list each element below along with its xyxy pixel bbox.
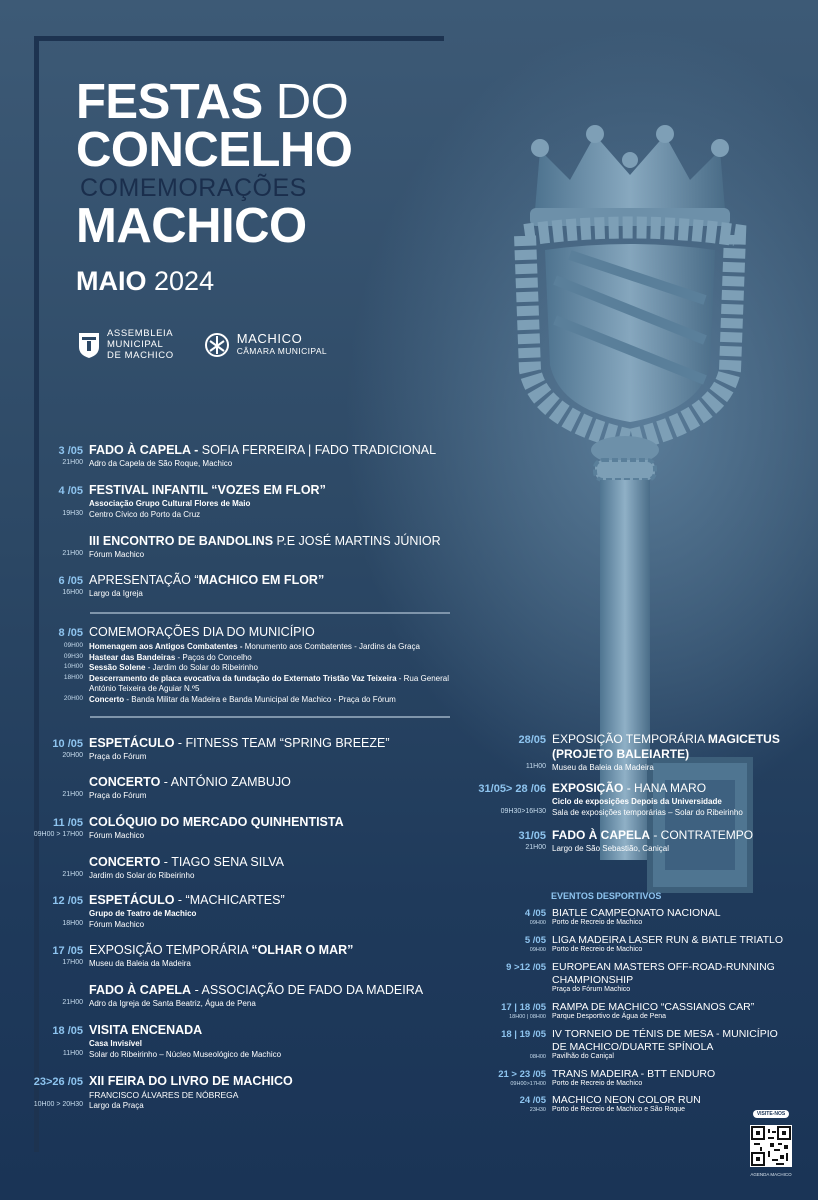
event-title [552, 828, 753, 842]
sport-title: LIGA MADEIRA LASER RUN & BIATLE TRIATLO [552, 934, 784, 946]
program-line [89, 663, 258, 672]
sport-title: TRANS MADEIRA - BTT ENDURO [552, 1068, 716, 1080]
sport-venue: Porto de Recreio de Machico [552, 919, 643, 926]
event-date: 23>26 /05 [33, 1076, 83, 1088]
event-title-bold-2: MACHICO EM FLOR” [198, 573, 325, 587]
event-title [89, 534, 441, 548]
sport-venue: Porto de Recreio de Machico [552, 1080, 643, 1087]
program-line [89, 695, 396, 704]
event-venue: Museu da Baleia da Madeira [552, 763, 654, 772]
assembleia-logo [78, 328, 174, 361]
event-title [89, 893, 285, 907]
event-title-bold-2: “OLHAR O MAR” [251, 943, 354, 957]
sport-time: 09H00 [529, 947, 546, 953]
event-venue: Largo da Igreja [89, 589, 143, 598]
event-time: 20H00 [62, 752, 83, 759]
event-date: 31/05 [518, 830, 546, 842]
qr-code[interactable] [750, 1125, 792, 1167]
sport-date: 5 /05 [524, 935, 546, 946]
title-line-1 [76, 75, 352, 129]
assembleia-l3: DE MACHICO [107, 350, 174, 361]
event-time: 18H00 [63, 673, 83, 681]
sport-date: 18 | 19 /05 [501, 1029, 546, 1040]
assembleia-l1: ASSEMBLEIA [107, 328, 174, 339]
event-time: 09H00 [63, 642, 83, 649]
event-title-bold: FADO À CAPELA - [89, 443, 199, 457]
program-line [89, 674, 449, 683]
event-venue: Sala de exposições temporárias – Solar do Ribeirinho [552, 808, 743, 817]
event-title-regular: SOFIA FERREIRA | FADO TRADICIONAL [198, 443, 437, 457]
sport-date: 21 > 23 /05 [498, 1069, 546, 1080]
title-festas: FESTAS [76, 75, 263, 129]
sport-title: RAMPA DE MACHICO “CASSIANOS CAR” [552, 1001, 755, 1013]
qr-label: VISITE-NOS [753, 1110, 789, 1118]
event-title-regular: - CONTRATEMPO [650, 828, 754, 842]
sport-time: 08H00 [529, 1054, 546, 1060]
sport-venue: Porto de Recreio de Machico [552, 946, 643, 953]
event-venue: Adro da Capela de São Roque, Machico [89, 459, 233, 468]
event-venue: Largo da Praça [89, 1101, 144, 1110]
event-time: 10H00 > 20H30 [33, 1101, 83, 1108]
event-time: 20H00 [63, 694, 83, 702]
event-date: 17 /05 [52, 945, 83, 957]
event-venue: Centro Cívico do Porto da Cruz [89, 510, 201, 519]
event-subtitle: Ciclo de exposições Depois da Universidade [552, 797, 722, 806]
event-venue: Largo de São Sebastião, Caniçal [552, 844, 669, 853]
event-date: 8 /05 [58, 627, 83, 639]
event-time: 17H00 [62, 959, 83, 966]
poster-header [76, 75, 353, 297]
event-subtitle: FRANCISCO ÁLVARES DE NÓBREGA [89, 1090, 239, 1100]
assembleia-text [107, 328, 174, 361]
sport-time: 09H00 [529, 920, 546, 926]
event-venue: Jardim do Solar do Ribeirinho [89, 871, 195, 880]
event-title-regular: - ASSOCIAÇÃO DE FADO DA MADEIRA [191, 983, 424, 997]
event-date: 12 /05 [52, 895, 83, 907]
program-item: Concerto [89, 694, 125, 704]
event-title [89, 855, 284, 869]
camara-l2: CÂMARA MUNICIPAL [236, 345, 328, 356]
event-date: 28/05 [518, 734, 546, 746]
sport-title: MACHICO NEON COLOR RUN [552, 1094, 701, 1106]
event-time: 18H00 [62, 920, 83, 927]
event-title [89, 736, 390, 750]
event-title [89, 1074, 293, 1088]
event-venue: Fórum Machico [89, 550, 145, 559]
event-time: 09H30>16H30 [500, 808, 546, 815]
title-do: DO [275, 75, 349, 129]
event-time: 21H00 [62, 550, 83, 557]
sport-date: 24 /05 [519, 1095, 546, 1106]
program-item: Sessão Solene [89, 663, 146, 672]
event-title-bold: FESTIVAL INFANTIL “VOZES EM FLOR” [89, 483, 326, 497]
event-title [89, 983, 423, 997]
sport-title: EUROPEAN MASTERS OFF-ROAD-RUNNING [552, 961, 775, 973]
program-venue: Monumento aos Combatentes - Jardins da Graça [242, 642, 420, 651]
event-title-bold: VISITA ENCENADA [89, 1023, 203, 1037]
event-title-regular: - “MACHICARTES” [174, 893, 285, 907]
qr-caption: AGENDA MACHICO [750, 1172, 792, 1177]
event-title-bold: XII FEIRA DO LIVRO DE MACHICO [89, 1074, 293, 1088]
event-date: 18 /05 [52, 1025, 83, 1037]
event-title-bold: III ENCONTRO DE BANDOLINS [89, 534, 274, 548]
event-time: 21H00 [62, 871, 83, 878]
sport-date: 17 | 18 /05 [501, 1002, 546, 1013]
sport-title: IV TORNEIO DE TÉNIS DE MESA - MUNICÍPIO [552, 1028, 778, 1040]
sport-venue: Pavilhão do Caniçal [552, 1053, 614, 1060]
event-title-bold: ESPETÁCULO [89, 736, 175, 750]
date-line [76, 266, 352, 297]
frame-top [34, 36, 444, 41]
event-title [89, 443, 436, 457]
program-item: Descerramento de placa evocativa da fundação do Externato Tristão Vaz Teixeira [89, 673, 397, 683]
event-title-regular: APRESENTAÇÃO “ [89, 573, 199, 587]
event-venue: Museu da Baleia da Madeira [89, 959, 191, 968]
event-venue: Solar do Ribeirinho – Núcleo Museológico de Machico [89, 1050, 282, 1059]
event-venue: Fórum Machico [89, 920, 145, 929]
event-time: 09H00 > 17H00 [33, 831, 83, 838]
event-date: 6 /05 [58, 575, 83, 587]
event-date: 10 /05 [52, 738, 83, 750]
sport-title-line2: DE MACHICO/DUARTE SPÍNOLA [552, 1041, 714, 1053]
camara-logo [204, 331, 327, 359]
event-title-bold: FADO À CAPELA [89, 983, 192, 997]
event-title [89, 815, 344, 829]
program-line [89, 642, 420, 651]
event-title-regular: - HANA MARO [623, 781, 707, 795]
event-venue: Praça do Fórum [89, 791, 147, 800]
program-venue: - Banda Militar da Madeira e Banda Municipal de Machico - Praça do Fórum [124, 694, 396, 704]
crest-icon [78, 331, 100, 359]
event-date: 11 /05 [53, 817, 83, 829]
program-venue: - Rua General [396, 673, 449, 683]
event-time: 11H00 [525, 763, 546, 770]
sport-venue: Porto de Recreio de Machico e São Roque [552, 1106, 686, 1113]
event-subtitle: Casa Invisível [89, 1039, 142, 1048]
event-title-regular: - FITNESS TEAM “SPRING BREEZE” [174, 736, 390, 750]
event-title-bold: COLÓQUIO DO MERCADO QUINHENTISTA [89, 815, 344, 829]
event-time: 21H00 [62, 791, 83, 798]
sport-time: 18H00 | 08H00 [509, 1014, 546, 1020]
sports-title: EVENTOS DESPORTIVOS [551, 891, 662, 901]
month: MAIO [76, 266, 147, 296]
event-date: 4 /05 [58, 485, 83, 497]
event-title [89, 1023, 202, 1037]
sport-time: 09H00>17H00 [510, 1081, 546, 1087]
program-venue: António Teixeira de Aguiar N.º5 [89, 684, 200, 693]
camara-text [237, 332, 327, 358]
event-time: 10H00 [63, 663, 83, 670]
event-title [89, 573, 324, 587]
program-venue: - Paços do Concelho [175, 652, 252, 662]
event-title-bold: FADO À CAPELA [552, 828, 651, 842]
sport-date: 4 /05 [524, 908, 546, 919]
event-time: 19H30 [62, 510, 83, 517]
program-item: Hastear das Bandeiras [89, 652, 176, 662]
year: 2024 [154, 266, 215, 296]
event-title-bold: CONCERTO [89, 775, 161, 789]
sport-title-line2: CHAMPIONSHIP [552, 974, 634, 986]
title-line-4: MACHICO [76, 199, 307, 253]
program-item: Homenagem aos Antigos Combatentes - [89, 642, 243, 651]
event-title [89, 775, 291, 789]
sport-title: BIATLE CAMPEONATO NACIONAL [552, 907, 721, 919]
sport-venue: Praça do Fórum Machico [552, 986, 631, 993]
event-time: 11H00 [62, 1050, 83, 1057]
event-title-bold: EXPOSIÇÃO [552, 781, 624, 795]
subtitle-comemoracoes: COMEMORAÇÕES [80, 174, 307, 202]
title-line-2: CONCELHO [76, 123, 353, 177]
anchor-icon [204, 331, 230, 359]
sport-date: 9 >12 /05 [506, 962, 546, 973]
sport-time: 23H30 [529, 1107, 546, 1113]
event-subtitle: Grupo de Teatro de Machico [89, 909, 197, 918]
event-title-regular: - ANTÓNIO ZAMBUJO [160, 775, 291, 789]
event-time: 21H00 [525, 844, 546, 851]
event-title-regular: P.E JOSÉ MARTINS JÚNIOR [273, 534, 441, 548]
event-time: 09H30 [63, 652, 83, 660]
event-title: COMEMORAÇÕES DIA DO MUNICÍPIO [89, 625, 315, 639]
program-venue: - Jardim do Solar do Ribeirinho [145, 663, 258, 672]
event-venue: Fórum Machico [89, 831, 145, 840]
event-title-regular: EXPOSIÇÃO TEMPORÁRIA [89, 943, 252, 957]
event-title [552, 781, 706, 795]
event-title [89, 943, 353, 957]
event-title-bold: CONCERTO [89, 855, 161, 869]
divider-2 [90, 716, 450, 718]
divider-1 [90, 612, 450, 614]
event-venue: Praça do Fórum [89, 752, 147, 761]
event-title-regular: EXPOSIÇÃO TEMPORÁRIA [552, 732, 708, 746]
event-date: 31/05> 28 /06 [478, 783, 546, 795]
event-time: 21H00 [62, 459, 83, 466]
event-subtitle: Associação Grupo Cultural Flores de Maio [89, 499, 251, 508]
event-time: 21H00 [62, 999, 83, 1006]
event-title-bold-2: MAGICETUS [707, 732, 780, 746]
event-title [89, 483, 326, 497]
sport-venue: Parque Desportivo de Água de Pena [552, 1013, 667, 1020]
camara-l1: MACHICO [236, 330, 303, 346]
event-title [552, 732, 780, 746]
event-title-regular: - TIAGO SENA SILVA [160, 855, 284, 869]
program-line [89, 684, 199, 693]
program-line [89, 653, 252, 662]
event-time: 16H00 [62, 589, 83, 596]
event-title-line2: (PROJETO BALEIARTE) [552, 747, 690, 761]
logos [78, 328, 327, 361]
event-title-bold: ESPETÁCULO [89, 893, 175, 907]
assembleia-l2: MUNICIPAL [107, 339, 164, 350]
event-venue: Adro da Igreja de Santa Beatriz, Água de Pena [89, 999, 256, 1008]
event-date: 3 /05 [58, 445, 83, 457]
